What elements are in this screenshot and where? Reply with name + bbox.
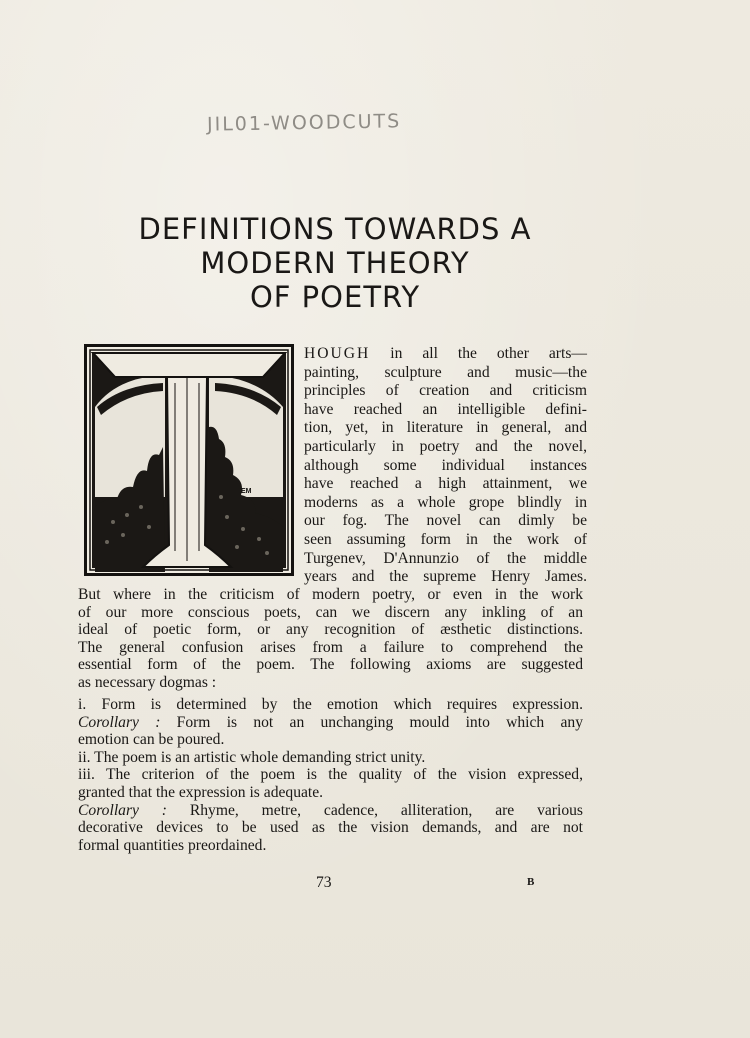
corollary-2-line-2: decorative devices to be used as the vision demands, and are not — [78, 819, 583, 837]
lead-line: principles of creation and criticism — [304, 382, 587, 400]
axiom-ii: ii. The poem is an artistic whole demanding strict unity. — [78, 748, 426, 766]
lead-line: have reached an intelligible defini- — [304, 400, 587, 418]
axiom-i: i. Form is determined by the emotion which requires expression. — [78, 696, 583, 713]
body-paragraph — [78, 586, 583, 692]
lead-paragraph — [304, 345, 587, 587]
lead-line: moderns as a whole grope blindly in — [304, 493, 587, 511]
signature-mark: B — [527, 876, 535, 888]
title-line-2: MODERN THEORY — [200, 246, 470, 280]
paragraph-line: The general confusion arises from a failure to comprehend the — [78, 638, 583, 656]
lead-line: painting, sculpture and music—the — [304, 363, 587, 381]
title-line-3: OF POETRY — [249, 280, 421, 314]
paragraph-line: of our more conscious poets, can we discern any inkling of an — [78, 603, 583, 621]
pencil-annotation: JIL01-WOODCUTS — [206, 110, 402, 136]
paragraph-line: ideal of poetic form, or any recognition of æsthetic distinctions. — [78, 621, 583, 639]
title-line-1: DEFINITIONS TOWARDS A — [138, 212, 532, 246]
lead-line: seen assuming form in the work of — [304, 530, 587, 548]
axiom-iii-line-1: iii. The criterion of the poem is the quality of the vision expressed, — [78, 766, 583, 784]
page-title — [70, 212, 600, 314]
lead-line: Turgenev, D'Annunzio of the middle — [304, 549, 587, 567]
woodcut-initial-t — [84, 344, 294, 576]
lead-line: our fog. The novel can dimly be — [304, 512, 587, 530]
corollary-1-line-2: emotion can be poured. — [78, 731, 225, 749]
paragraph-line: as necessary dogmas : — [78, 673, 217, 691]
lead-first-word: HOUGH — [304, 345, 371, 362]
lead-line: years and the supreme Henry James. — [304, 568, 587, 586]
corollary-2-line-1: Corollary : Rhyme, metre, cadence, alliteration, are various — [78, 801, 583, 819]
corollary-label: Corollary : — [78, 713, 161, 731]
monogram-label: EM — [241, 488, 252, 495]
lead-line: particularly in poetry and the novel, — [304, 437, 587, 455]
corollary-2-line-3: formal quantities preordained. — [78, 836, 267, 854]
lead-line: tion, yet, in literature in general, and — [304, 419, 587, 437]
lead-line: have reached a high attainment, we — [304, 475, 587, 493]
axioms-list — [78, 696, 583, 854]
corollary-1-line-1: Corollary : Form is not an unchanging mould into which any — [78, 713, 583, 731]
paragraph-line: But where in the criticism of modern poetry, or even in the work — [78, 586, 583, 603]
axiom-iii-line-2: granted that the expression is adequate. — [78, 783, 324, 801]
paragraph-line: essential form of the poem. The following axioms are suggested — [78, 656, 583, 674]
lead-line-1: HOUGH in all the other arts— — [304, 345, 587, 362]
lead-line: although some individual instances — [304, 456, 587, 474]
woodcut-illustration — [87, 347, 291, 573]
corollary-label: Corollary : — [78, 801, 167, 819]
page-number: 73 — [316, 874, 332, 891]
